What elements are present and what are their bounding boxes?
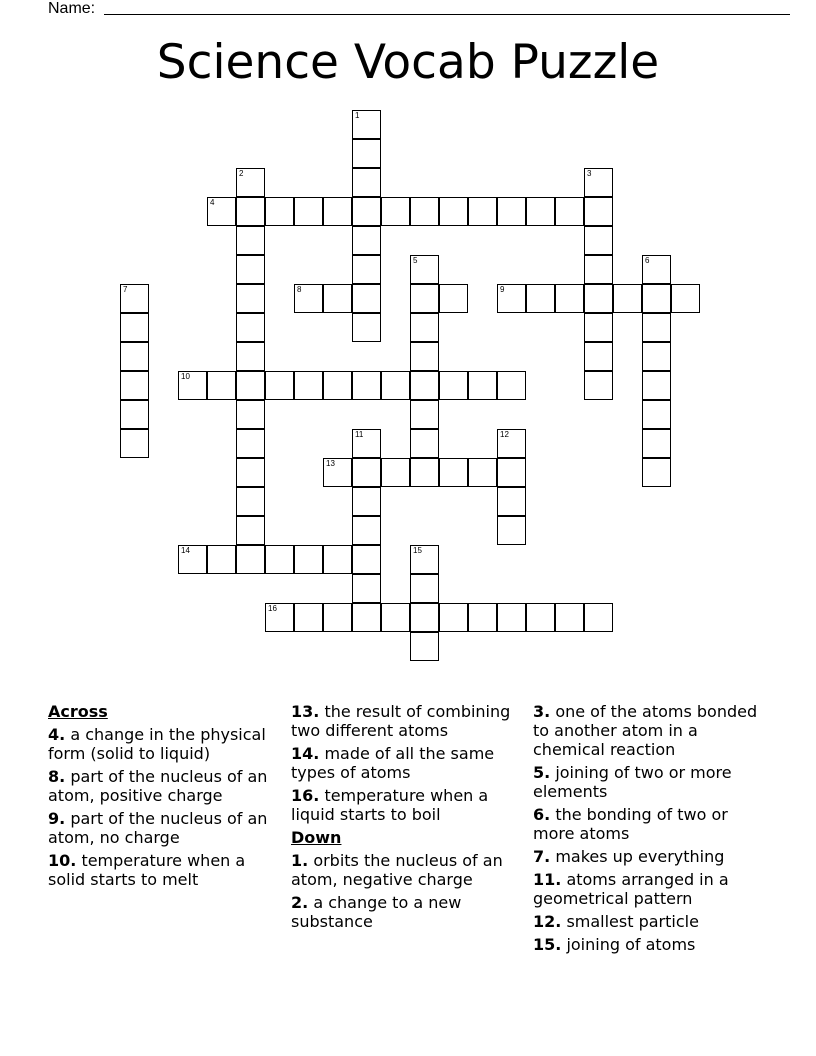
crossword-cell[interactable] <box>555 284 584 313</box>
down-heading: Down <box>291 828 342 847</box>
crossword-cell[interactable] <box>323 284 352 313</box>
clue-number: 2 <box>239 169 244 178</box>
name-label: Name: <box>48 0 96 17</box>
crossword-cell[interactable] <box>352 545 381 574</box>
clue-number: 9 <box>500 285 505 294</box>
crossword-cell[interactable] <box>323 545 352 574</box>
clue-item-text: part of the nucleus of an atom, no charge <box>48 809 268 847</box>
crossword-cell[interactable] <box>642 458 671 487</box>
crossword-cell[interactable] <box>584 197 613 226</box>
crossword-cell[interactable] <box>439 603 468 632</box>
clue-number: 8 <box>297 285 302 294</box>
crossword-cell[interactable] <box>323 197 352 226</box>
crossword-cell[interactable] <box>584 284 613 313</box>
crossword-cell[interactable] <box>236 400 265 429</box>
clue-item-number: 15. <box>533 935 562 954</box>
clue-item-text: the result of combining two different atoms <box>291 702 511 740</box>
crossword-cell[interactable] <box>207 371 236 400</box>
crossword-cell[interactable] <box>555 197 584 226</box>
clue-item-number: 4. <box>48 725 66 744</box>
clue-item <box>48 851 283 889</box>
crossword-cell[interactable] <box>468 371 497 400</box>
clue-number: 10 <box>181 372 190 381</box>
crossword-cell[interactable] <box>497 284 526 313</box>
crossword-cell[interactable] <box>236 313 265 342</box>
crossword-cell[interactable] <box>236 226 265 255</box>
crossword-cell[interactable] <box>352 284 381 313</box>
crossword-cell[interactable] <box>294 284 323 313</box>
clue-item-text: a change to a new substance <box>291 893 462 931</box>
crossword-cell[interactable] <box>410 632 439 661</box>
crossword-cell[interactable] <box>584 371 613 400</box>
clue-number: 11 <box>355 430 364 439</box>
crossword-cell[interactable] <box>555 603 584 632</box>
crossword-cell[interactable] <box>207 545 236 574</box>
crossword-cell[interactable] <box>352 371 381 400</box>
crossword-cell[interactable] <box>410 429 439 458</box>
crossword-cell[interactable] <box>584 168 613 197</box>
clue-number: 5 <box>413 256 418 265</box>
clue-item <box>291 786 526 824</box>
crossword-cell[interactable] <box>468 197 497 226</box>
crossword-cell[interactable] <box>410 284 439 313</box>
clue-item-number: 16. <box>291 786 320 805</box>
crossword-cell[interactable] <box>352 168 381 197</box>
clue-item <box>291 744 526 782</box>
crossword-cell[interactable] <box>526 197 555 226</box>
crossword-cell[interactable] <box>120 429 149 458</box>
clue-item <box>533 847 768 866</box>
clue-item <box>533 805 768 843</box>
crossword-cell[interactable] <box>236 342 265 371</box>
clue-number: 7 <box>123 285 128 294</box>
crossword-cell[interactable] <box>323 603 352 632</box>
crossword-cell[interactable] <box>642 400 671 429</box>
clue-item-number: 13. <box>291 702 320 721</box>
crossword-cell[interactable] <box>642 284 671 313</box>
crossword-cell[interactable] <box>294 603 323 632</box>
clue-item-text: joining of two or more elements <box>533 763 732 801</box>
crossword-cell[interactable] <box>381 458 410 487</box>
crossword-cell[interactable] <box>439 284 468 313</box>
clue-item-number: 14. <box>291 744 320 763</box>
crossword-cell[interactable] <box>410 371 439 400</box>
crossword-cell[interactable] <box>497 487 526 516</box>
crossword-cell[interactable] <box>352 487 381 516</box>
crossword-cell[interactable] <box>120 284 149 313</box>
clue-number: 16 <box>268 604 277 613</box>
clue-item-number: 9. <box>48 809 66 828</box>
clue-item <box>48 809 283 847</box>
clue-item-text: smallest particle <box>566 912 699 931</box>
crossword-cell[interactable] <box>120 342 149 371</box>
clue-item-number: 11. <box>533 870 562 889</box>
clue-item <box>533 763 768 801</box>
crossword-cell[interactable] <box>294 545 323 574</box>
crossword-cell[interactable] <box>120 313 149 342</box>
clue-item <box>533 912 768 931</box>
clue-item <box>533 870 768 908</box>
crossword-cell[interactable] <box>642 371 671 400</box>
crossword-cell[interactable] <box>236 284 265 313</box>
crossword-cell[interactable] <box>410 197 439 226</box>
clue-item <box>533 935 768 954</box>
clue-item-text: temperature when a solid starts to melt <box>48 851 246 889</box>
crossword-cell[interactable] <box>352 516 381 545</box>
crossword-cell[interactable] <box>236 458 265 487</box>
clue-item <box>291 851 526 889</box>
across-heading: Across <box>48 702 108 721</box>
crossword-cell[interactable] <box>207 197 236 226</box>
crossword-cell[interactable] <box>410 458 439 487</box>
clue-item-number: 8. <box>48 767 66 786</box>
crossword-cell[interactable] <box>236 429 265 458</box>
clue-item-text: the bonding of two or more atoms <box>533 805 728 843</box>
crossword-cell[interactable] <box>352 313 381 342</box>
crossword-cell[interactable] <box>323 371 352 400</box>
crossword-cell[interactable] <box>352 574 381 603</box>
crossword-cell[interactable] <box>642 429 671 458</box>
clue-item-text: makes up everything <box>555 847 725 866</box>
clue-item-number: 3. <box>533 702 551 721</box>
clue-item-number: 1. <box>291 851 309 870</box>
clue-item-text: one of the atoms bonded to another atom in a chemical reaction <box>533 702 758 759</box>
clue-column-1 <box>48 702 283 893</box>
clue-item <box>48 725 283 763</box>
clue-item-text: atoms arranged in a geometrical pattern <box>533 870 729 908</box>
clue-number: 4 <box>210 198 215 207</box>
crossword-cell[interactable] <box>584 313 613 342</box>
crossword-cell[interactable] <box>352 139 381 168</box>
crossword-cell[interactable] <box>410 545 439 574</box>
crossword-cell[interactable] <box>265 603 294 632</box>
crossword-cell[interactable] <box>265 545 294 574</box>
crossword-cell[interactable] <box>265 197 294 226</box>
clue-item-number: 12. <box>533 912 562 931</box>
crossword-cell[interactable] <box>178 545 207 574</box>
clue-number: 12 <box>500 430 509 439</box>
crossword-cell[interactable] <box>497 516 526 545</box>
crossword-cell[interactable] <box>584 342 613 371</box>
clue-item-number: 5. <box>533 763 551 782</box>
crossword-cell[interactable] <box>236 371 265 400</box>
crossword-cell[interactable] <box>410 574 439 603</box>
crossword-cell[interactable] <box>236 197 265 226</box>
clue-item <box>291 893 526 931</box>
crossword-cell[interactable] <box>410 313 439 342</box>
crossword-cell[interactable] <box>642 255 671 284</box>
crossword-cell[interactable] <box>642 342 671 371</box>
clue-item-text: orbits the nucleus of an atom, negative charge <box>291 851 503 889</box>
clue-item-number: 6. <box>533 805 551 824</box>
crossword-cell[interactable] <box>236 487 265 516</box>
crossword-cell[interactable] <box>410 342 439 371</box>
crossword-cell[interactable] <box>178 371 207 400</box>
clue-item-text: part of the nucleus of an atom, positive charge <box>48 767 268 805</box>
crossword-cell[interactable] <box>236 545 265 574</box>
clue-item-text: a change in the physical form (solid to liquid) <box>48 725 266 763</box>
crossword-cell[interactable] <box>526 603 555 632</box>
crossword-cell[interactable] <box>352 226 381 255</box>
crossword-cell[interactable] <box>468 603 497 632</box>
clue-number: 3 <box>587 169 592 178</box>
crossword-cell[interactable] <box>381 371 410 400</box>
crossword-cell[interactable] <box>439 371 468 400</box>
crossword-cell[interactable] <box>642 313 671 342</box>
clue-number: 13 <box>326 459 335 468</box>
crossword-cell[interactable] <box>265 371 294 400</box>
clue-number: 15 <box>413 546 422 555</box>
clue-item-number: 10. <box>48 851 77 870</box>
crossword-cell[interactable] <box>120 400 149 429</box>
crossword-cell[interactable] <box>468 458 497 487</box>
crossword-cell[interactable] <box>497 197 526 226</box>
crossword-cell[interactable] <box>584 226 613 255</box>
clue-item <box>291 702 526 740</box>
crossword-cell[interactable] <box>352 429 381 458</box>
clue-item-text: made of all the same types of atoms <box>291 744 495 782</box>
crossword-cell[interactable] <box>410 400 439 429</box>
crossword-cell[interactable] <box>120 371 149 400</box>
crossword-cell[interactable] <box>236 255 265 284</box>
clue-column-2 <box>291 702 526 935</box>
crossword-cell[interactable] <box>526 284 555 313</box>
crossword-cell[interactable] <box>497 458 526 487</box>
clue-item <box>533 702 768 759</box>
crossword-cell[interactable] <box>439 197 468 226</box>
clue-item-text: temperature when a liquid starts to boil <box>291 786 489 824</box>
crossword-cell[interactable] <box>381 197 410 226</box>
clue-item-number: 7. <box>533 847 551 866</box>
clue-item-number: 2. <box>291 893 309 912</box>
clue-number: 1 <box>355 111 360 120</box>
crossword-cell[interactable] <box>497 603 526 632</box>
crossword-cell[interactable] <box>352 603 381 632</box>
crossword-cell[interactable] <box>236 516 265 545</box>
clue-number: 14 <box>181 546 190 555</box>
crossword-cell[interactable] <box>671 284 700 313</box>
clue-item-text: joining of atoms <box>566 935 696 954</box>
crossword-cell[interactable] <box>323 458 352 487</box>
crossword-cell[interactable] <box>352 197 381 226</box>
crossword-cell[interactable] <box>294 371 323 400</box>
crossword-cell[interactable] <box>236 168 265 197</box>
crossword-cell[interactable] <box>381 603 410 632</box>
clue-item <box>48 767 283 805</box>
crossword-cell[interactable] <box>584 603 613 632</box>
crossword-cell[interactable] <box>410 255 439 284</box>
clue-column-3 <box>533 702 768 958</box>
crossword-cell[interactable] <box>497 371 526 400</box>
crossword-cell[interactable] <box>584 255 613 284</box>
crossword-cell[interactable] <box>410 603 439 632</box>
clue-number: 6 <box>645 256 650 265</box>
crossword-cell[interactable] <box>352 110 381 139</box>
crossword-cell[interactable] <box>439 458 468 487</box>
page-title: Science Vocab Puzzle <box>156 35 660 90</box>
crossword-cell[interactable] <box>352 255 381 284</box>
crossword-cell[interactable] <box>294 197 323 226</box>
crossword-cell[interactable] <box>497 429 526 458</box>
crossword-cell[interactable] <box>613 284 642 313</box>
crossword-cell[interactable] <box>352 458 381 487</box>
